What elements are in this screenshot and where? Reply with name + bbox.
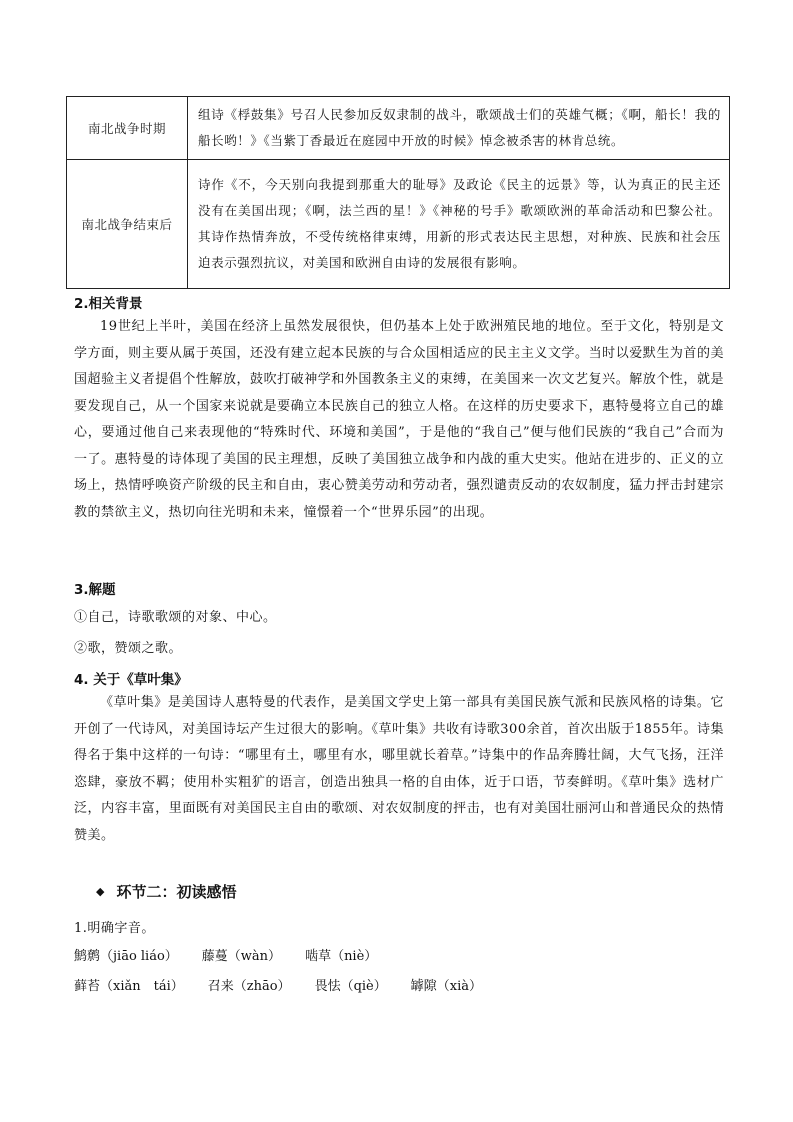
pinyin-item: 召来（zhāo） — [207, 979, 291, 994]
about-book-paragraph: 《草叶集》是美国诗人惠特曼的代表作，是美国文学史上第一部具有美国民族气派和民族风格的诗集。它开创了一代诗风，对美国诗坛产生过很大的影响。《草叶集》共收有诗歌300余首，首次出版于1855年。诗集得名于集中这样的一句诗：“哪里有土，哪里有水，哪里就长着草。”诗集中的作品奔腾壮阔，大气飞扬，汪洋恣肆，豪放不羁；使用朴实粗犷的语言，创造出独具一格的自由体，近于口语，节奏鲜明。《草叶集》选材广泛，内容丰富，里面既有对美国民主自由的歌颂、对农奴制度的抨击，也有对美国壮丽河山和普通民众的热情赞美。 — [74, 695, 724, 843]
title-explain-item: ②歌，赞颂之歌。 — [74, 641, 183, 656]
pinyin-item: 啮草（niè） — [305, 949, 378, 964]
poet-period-table — [66, 96, 730, 289]
period-name-cell: 南北战争结束后 — [67, 160, 188, 289]
background-paragraph: 19世纪上半叶，美国在经济上虽然发展很快，但仍基本上处于欧洲殖民地的地位。至于文化，特别是文学方面，则主要从属于英国，还没有建立起本民族的与合众国相适应的民主主义文学。当时以爱默生为首的美国超验主义者提倡个性解放，鼓吹打破神学和外国教条主义的束缚，在美国来一次文艺复兴。解放个性，就是要发现自己，从一个国家来说就是要确立本民族自己的独立人格。在这样的历史要求下，惠特曼将立自己的雄心，要通过他自己来表现他的“特殊时代、环境和美国”，于是他的“我自己”便与他们民族的“我自己”合而为一了。惠特曼的诗体现了美国的民主理想，反映了美国独立战争和内战的重大史实。他站在进步的、正义的立场上，热情呼唤资产阶级的民主和自由，衷心赞美劳动和劳动者，强烈谴责反动的农奴制度，猛力抨击封建宗教的禁欲主义，热切向往光明和未来，憧憬着一个“世界乐园”的出现。 — [74, 319, 724, 520]
about-book-heading: 4. 关于《草叶集》 — [74, 672, 188, 688]
table-row — [67, 160, 730, 289]
pronunciation-heading: 1.明确字音。 — [74, 921, 155, 936]
pinyin-item: 罅隙（xià） — [410, 979, 482, 994]
title-explain-heading: 3.解题 — [74, 582, 116, 598]
table-row — [67, 97, 730, 160]
pinyin-item: 藤蔓（wàn） — [201, 949, 282, 964]
period-description-cell: 诗作《不，今天别向我提到那重大的耻辱》及政论《民主的远景》等，认为真正的民主还没有在美国出现；《啊，法兰西的星！》《神秘的号手》歌颂欧洲的革命活动和巴黎公社。其诗作热情奔放，不受传统格律束缚，用新的形式表达民主思想，对种族、民族和社会压迫表示强烈抗议，对美国和欧洲自由诗的发展很有影响。 — [188, 160, 730, 289]
period-name-cell: 南北战争时期 — [67, 97, 188, 160]
pronunciation-line — [74, 975, 506, 994]
diamond-bullet-icon: ◆ — [96, 885, 105, 898]
pronunciation-line — [74, 945, 401, 964]
step-two-heading — [96, 881, 236, 902]
background-heading: 2.相关背景 — [74, 296, 143, 312]
step-two-title: 环节二：初读感悟 — [116, 883, 237, 901]
pinyin-item: 藓苔（xiǎn tái） — [74, 979, 184, 994]
period-description-cell: 组诗《桴鼓集》号召人民参加反奴隶制的战斗，歌颂战士们的英雄气概；《啊，船长！我的船长哟！》《当紫丁香最近在庭园中开放的时候》悼念被杀害的林肯总统。 — [188, 97, 730, 160]
pinyin-item: 鹪鹩（jiāo liáo） — [74, 949, 178, 964]
title-explain-item: ①自己，诗歌歌颂的对象、中心。 — [74, 610, 277, 625]
pinyin-item: 畏怯（qiè） — [314, 979, 387, 994]
